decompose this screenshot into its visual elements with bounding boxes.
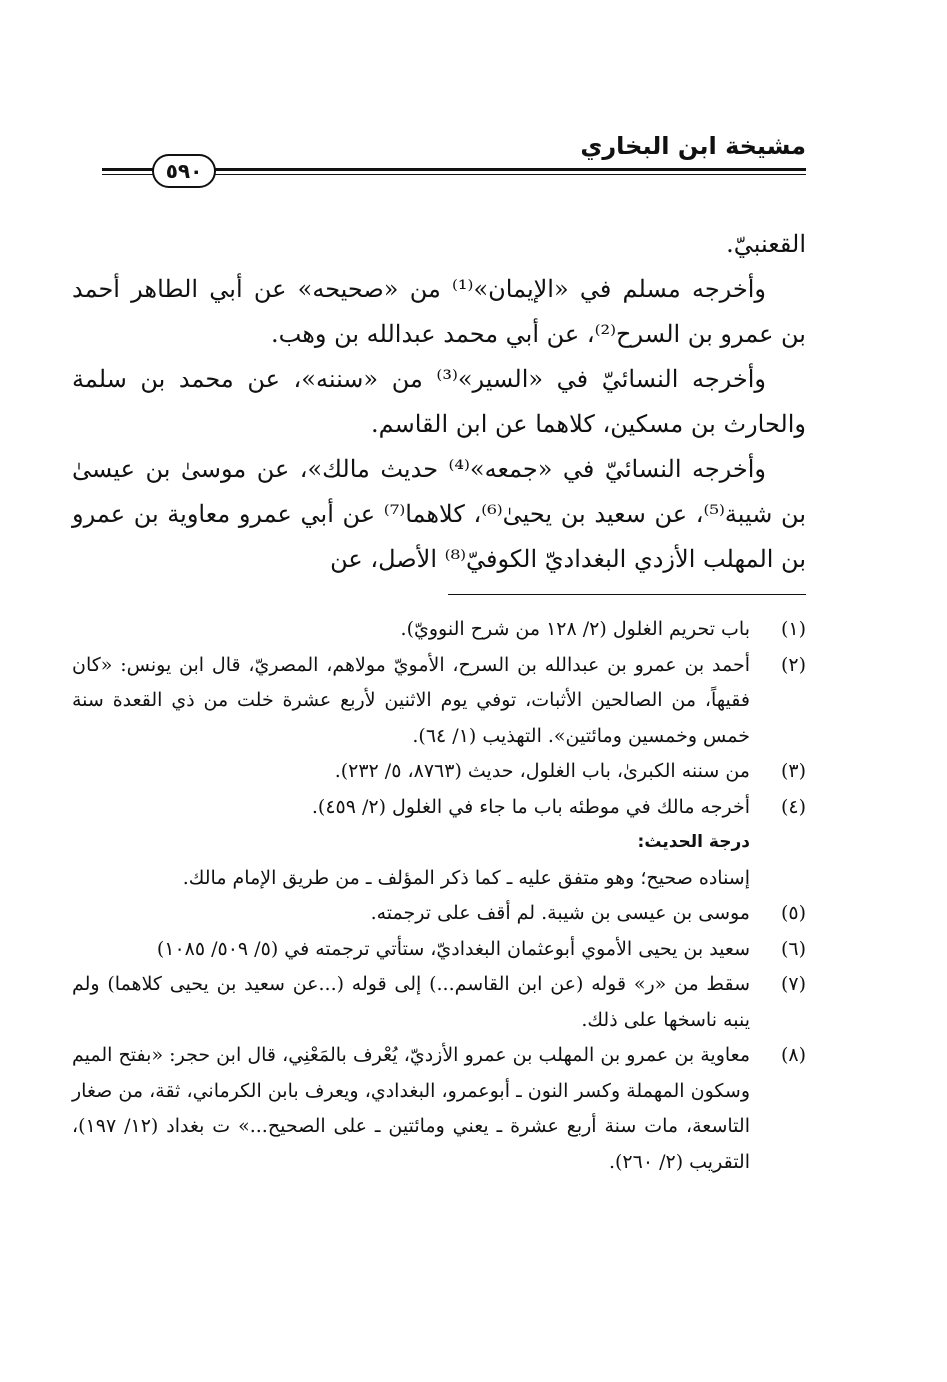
footnote	[72, 790, 806, 826]
footnote	[72, 1038, 806, 1180]
footnote-text: أحمد بن عمرو بن عبدالله بن السرح، الأمويّ مولاهم، المصريّ، قال ابن يونس: «كان فقيهاً، من الصالحين الأثبات، توفي يوم الاثنين لأربع عشرة خلت من ذي القعدة سنة خمس وخمسين ومائتين». التهذيب (١/ ٦٤).	[72, 653, 750, 747]
footnote	[72, 754, 806, 790]
page-number: ٥٩٠	[152, 154, 216, 188]
footnote-text: من سننه الكبرىٰ، باب الغلول، حديث (٨٧٦٣، ٥/ ٢٣٢).	[334, 760, 750, 782]
footnote-number: (٨)	[780, 1044, 806, 1066]
footnote	[72, 648, 806, 755]
footnote-number: (٧)	[780, 973, 806, 995]
footnotes	[72, 612, 806, 1180]
header-rule-gap	[72, 164, 102, 178]
footnote	[72, 967, 806, 1038]
footnote-number: (٥)	[780, 902, 806, 924]
paragraph: وأخرجه النسائيّ في «جمعه»⁽⁴⁾ حديث مالك»، عن موسىٰ بن عيسىٰ بن شيبة⁽⁵⁾، عن سعيد بن يحيىٰ⁽⁶⁾، كلاهما⁽⁷⁾ عن أبي عمرو معاوية بن عمرو بن المهلب الأزدي البغداديّ الكوفيّ⁽⁸⁾ الأصل، عن	[72, 455, 806, 573]
footnote-number: (٤)	[780, 795, 806, 818]
paragraph: وأخرجه مسلم في «الإيمان»⁽¹⁾ من «صحيحه» عن أبي الطاهر أحمد بن عمرو بن السرح⁽²⁾، عن أبي محمد عبدالله بن وهب.	[72, 275, 806, 348]
footnote-number: (٢)	[780, 653, 806, 676]
footnote	[72, 896, 806, 932]
page-header	[72, 128, 806, 188]
paragraph: القعنبيّ.	[726, 230, 806, 258]
hadith-grade-text: إسناده صحيح؛ وهو متفق عليه ـ كما ذكر المؤلف ـ من طريق الإمام مالك.	[182, 866, 750, 889]
footnote-number: (١)	[780, 618, 806, 640]
footnote	[72, 612, 806, 648]
book-title: مشيخة ابن البخاري	[580, 132, 806, 160]
footnote-separator	[448, 594, 806, 595]
footnote-text: موسى بن عيسى بن شيبة. لم أقف على ترجمته.	[370, 902, 750, 924]
footnote-number: (٦)	[780, 937, 806, 960]
footnote	[72, 932, 806, 968]
paragraph: وأخرجه النسائيّ في «السير»⁽³⁾ من «سننه»، عن محمد بن سلمة والحارث بن مسكين، كلاهما عن ابن القاسم.	[72, 365, 806, 438]
footnote-number: (٣)	[780, 760, 806, 782]
footnote-text: أخرجه مالك في موطئه باب ما جاء في الغلول (٢/ ٤٥٩).	[311, 795, 750, 818]
main-text	[72, 222, 806, 582]
footnote-text: باب تحريم الغلول (٢/ ١٢٨ من شرح النوويّ).	[400, 618, 750, 640]
footnote-text: سعيد بن يحيى الأموي أبوعثمان البغداديّ، ستأتي ترجمته في (٥/ ٥٠٩/ ١٠٨٥)	[156, 937, 750, 960]
footnote-text: سقط من «ر» قوله (عن ابن القاسم...) إلى قوله (...عن سعيد بن يحيى كلاهما) ولم ينبه ناسخها على ذلك.	[72, 973, 750, 1031]
hadith-grade-heading: درجة الحديث:	[637, 832, 750, 852]
footnote-text: معاوية بن عمرو بن المهلب بن عمرو الأزديّ، يُعْرف بالمَعْنِي، قال ابن حجر: «بفتح الميم وسكون المهملة وكسر النون ـ أبوعمرو، البغدادي، ويعرف بابن الكرماني، ثقة، من صغار التاسعة، مات سنة أربع عشرة ـ يعني ومائتين ـ على الصحيح...» ت بغداد (١٢/ ١٩٧)، التقريب (٢/ ٢٦٠).	[72, 1044, 750, 1173]
